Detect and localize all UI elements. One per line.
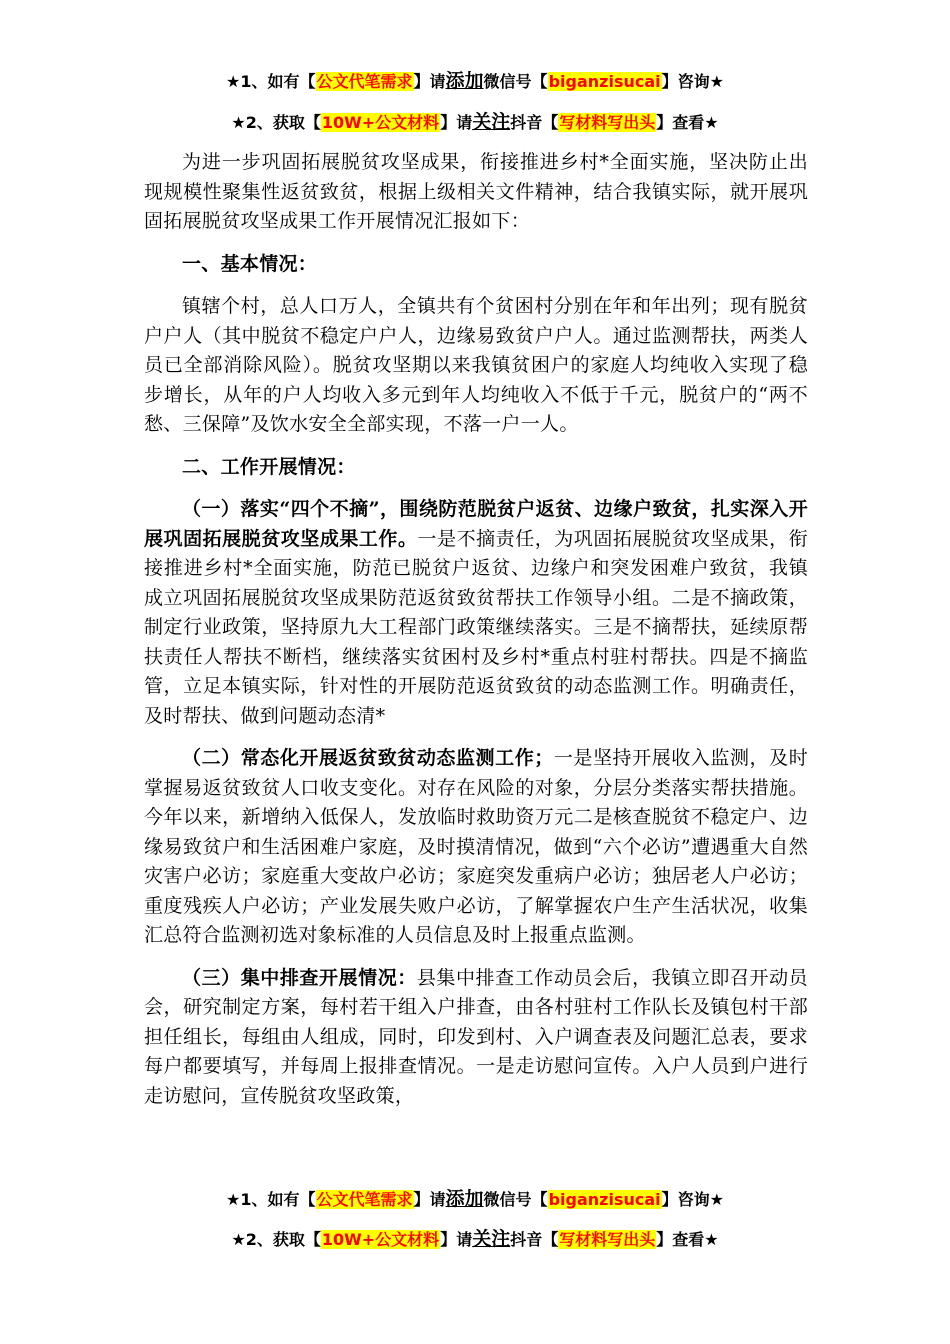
banner-text: 2、获取【 — [245, 1230, 321, 1249]
bottom-banner-line-1 — [0, 1188, 950, 1211]
document-body — [144, 148, 808, 1111]
intro-paragraph: 为进一步巩固拓展脱贫攻坚成果，衔接推进乡村*全面实施，坚决防止出现规模性聚集性返贫致贫，根据上级相关文件精神，结合我镇实际，就开展巩固拓展脱贫攻坚成果工作开展情况汇报如下： — [144, 151, 808, 232]
top-banner-line-1 — [0, 70, 950, 93]
section-heading-work: 二、工作开展情况： — [182, 455, 356, 478]
banner-emphasis: 关注 — [472, 111, 511, 133]
banner-emphasis: 添加 — [445, 70, 484, 92]
star-icon: ★ — [226, 72, 241, 91]
banner-emphasis: 关注 — [472, 1228, 511, 1250]
banner-text: 1、如有【 — [240, 72, 316, 91]
banner-text: 1、如有【 — [240, 1190, 316, 1209]
highlight-materials: 10W+公文材料 — [321, 113, 440, 132]
banner-text: 】请 — [440, 1230, 473, 1249]
item-1-paragraph — [144, 495, 808, 731]
item-2-paragraph — [144, 744, 808, 951]
highlight-service: 公文代笔需求 — [316, 72, 413, 91]
banner-text: 】咨询 — [661, 1190, 710, 1209]
banner-text: 2、获取【 — [245, 113, 321, 132]
highlight-wechat-id: biganzisucai — [548, 1190, 661, 1209]
banner-text: 】请 — [440, 113, 473, 132]
item-2-body: 一是坚持开展收入监测，及时掌握易返贫致贫人口收支变化。对存在风险的对象，分层分类落实帮扶措施。今年以来，新增纳入低保人，发放临时救助资万元二是核查脱贫不稳定户、边缘易致贫户和生活困难户家庭，及时摸清情况，做到“六个必访”遭遇重大自然灾害户必访；家庭重大变故户必访；家庭突发重病户必访；独居老人户必访；重度残疾人户必访；产业发展失败户必访，了解掌握农户生产生活状况，收集汇总符合监测初选对象标准的人员信息及时上报重点监测。 — [144, 747, 808, 946]
highlight-materials: 10W+公文材料 — [321, 1230, 440, 1249]
banner-text: 】查看 — [656, 1230, 705, 1249]
highlight-wechat-id: biganzisucai — [548, 72, 661, 91]
star-icon: ★ — [231, 113, 246, 132]
bottom-banner-line-2 — [0, 1228, 950, 1251]
banner-text: 微信号【 — [483, 72, 548, 91]
banner-text: 】请 — [413, 1190, 446, 1209]
star-icon: ★ — [709, 1190, 724, 1209]
item-3-body: 县集中排查工作动员会后，我镇立即召开动员会，研究制定方案，每村若干组入户排查，由各村驻村工作队长及镇包村干部担任组长，每组由人组成，同时，印发到村、入户调查表及问题汇总表，要求每户都要填写，并每周上报排查情况。一是走访慰问宣传。入户人员到户进行走访慰问，宣传脱贫攻坚政策， — [144, 966, 808, 1107]
highlight-service: 公文代笔需求 — [316, 1190, 413, 1209]
banner-emphasis: 添加 — [445, 1188, 484, 1210]
star-icon: ★ — [704, 1230, 719, 1249]
banner-text: 】请 — [413, 72, 446, 91]
star-icon: ★ — [226, 1190, 241, 1209]
star-icon: ★ — [704, 113, 719, 132]
banner-text: 】咨询 — [661, 72, 710, 91]
item-3-lead: （三）集中排查开展情况： — [182, 966, 417, 989]
banner-text: 】查看 — [656, 113, 705, 132]
basic-situation-paragraph: 镇辖个村，总人口万人，全镇共有个贫困村分别在年和年出列；现有脱贫户户人（其中脱贫不稳定户户人，边缘易致贫户户人。通过监测帮扶，两类人员已全部消除风险）。脱贫攻坚期以来我镇贫困户的家庭人均纯收入实现了稳步增长，从年的户人均收入多元到年人均纯收入不低于千元，脱贫户的“两不愁、三保障”及饮水安全全部实现，不落一户一人。 — [144, 295, 808, 435]
item-3-paragraph — [144, 964, 808, 1112]
banner-text: 抖音【 — [510, 113, 559, 132]
top-banner-line-2 — [0, 111, 950, 134]
item-1-body: 一是不摘责任，为巩固拓展脱贫攻坚成果，衔接推进乡村*全面实施，防范已脱贫户返贫、边缘户和突发困难户致贫，我镇成立巩固拓展脱贫攻坚成果防范返贫致贫帮扶工作领导小组。二是不摘政策，制定行业政策，坚持原九大工程部门政策继续落实。三是不摘帮扶，延续原帮扶责任人帮扶不断档，继续落实贫困村及乡村*重点村驻村帮扶。四是不摘监管，立足本镇实际，针对性的开展防范返贫致贫的动态监测工作。明确责任，及时帮扶、做到问题动态清* — [144, 527, 808, 727]
banner-text: 抖音【 — [510, 1230, 559, 1249]
highlight-douyin: 写材料写出头 — [559, 1230, 656, 1249]
star-icon: ★ — [231, 1230, 246, 1249]
banner-text: 微信号【 — [483, 1190, 548, 1209]
item-2-lead: （二）常态化开展返贫致贫动态监测工作； — [182, 747, 554, 769]
item-1-lead: （一）落实“四个不摘”，围绕防范脱贫户返贫、边缘户致贫，扎实深入开展巩固拓展脱贫攻坚成果工作。 — [144, 498, 808, 550]
highlight-douyin: 写材料写出头 — [559, 113, 656, 132]
section-heading-basic: 一、基本情况： — [182, 252, 318, 275]
star-icon: ★ — [709, 72, 724, 91]
